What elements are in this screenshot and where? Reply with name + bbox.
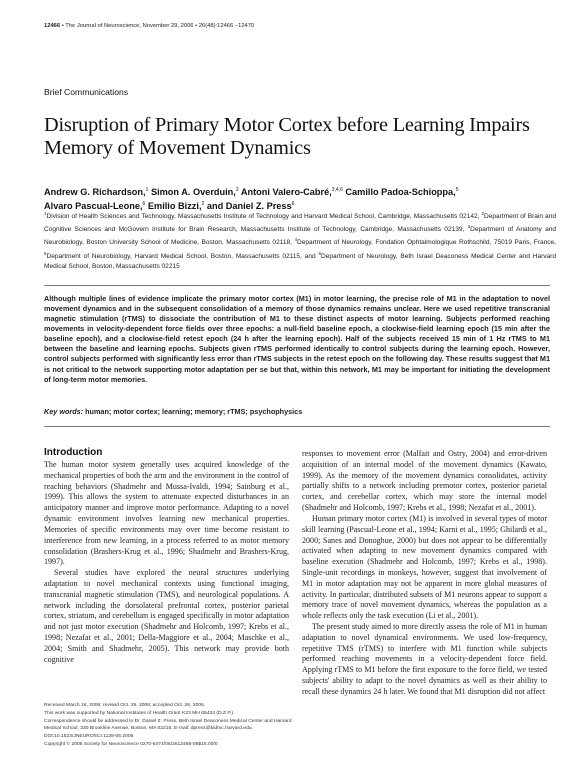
author-affil-mark: 3,4,6 [331,187,343,193]
keywords [44,407,550,416]
footnote-received: Received March 16, 2006; revised Oct. 25, 2006; accepted Oct. 26, 2006. [44,703,206,708]
footnotes [44,702,294,749]
affil-mark: 2 [481,211,484,216]
paragraph: The present study aimed to more directly assess the role of M1 in human adaptation to novel dynamical environments. We used low-frequency, repetitive TMS (rTMS) to interfere with M1 function while subjects performed reaching movements in a velocity-dependent force field. Applying rTMS to M1 before the first exposure to the force field, we tested subjects' ability to adapt to the novel dynamics as well as their ability to recall these dynamics 24 h later. We found that M1 disruption did not affect [302,622,547,696]
author-list [44,184,554,212]
affiliation: Department of Brain and Cognitive Sciences and McGovern Institute for Brain Research, Massachusetts Institute of Technology, Cambridge, Massachusetts 02139, [44,213,556,234]
title-line-2: Memory of Movement Dynamics [44,137,311,159]
article-title [44,114,564,160]
abstract-bottom-rule [44,426,550,427]
affil-mark: 1 [44,211,47,216]
footnote-correspondence: Correspondence should be addressed to Dr. Daniel Z. Press, Beth Israel Deaconess Medical Center and Harvard [44,718,292,724]
author-affil-mark: 6 [291,201,295,208]
running-head-text: • The Journal of Neuroscience, November 29, 2006 • 26(48):12466 –12470 [60,23,255,29]
author: Antoni Valero-Cabré, [240,187,332,198]
author-affil-mark: 5 [455,187,459,193]
author-affil-mark: 6 [142,201,146,208]
introduction-heading: Introduction [44,447,103,458]
author: Simon A. Overduin, [150,187,236,198]
author: and Daniel Z. Press [206,201,292,212]
affiliations [44,209,556,272]
author-affil-mark: 2 [201,201,205,208]
author: Emilio Bizzi, [147,201,202,212]
right-column [302,449,547,698]
author: Andrew G. Richardson, [44,187,146,198]
section-label: Brief Communications [44,87,129,97]
paragraph: responses to movement error (Malfait and Ostry, 2004) and error-driven acquisition of an internal model of the movement dynamics (Kawato, 1999). As the memory of the movement dynamics consolidates, activity partially shifts to a network including premotor cortex, posterior parietal cortex, and cerebellar cortex, which may store the internal model (Shadmehr and Holcomb, 1997; Krebs et al., 1998; Nezafat et al., 2001). [302,449,547,513]
author: Camillo Padoa-Schioppa, [345,187,456,198]
keywords-text: human; motor cortex; learning; memory; rTMS; psychophysics [83,407,303,416]
affiliation: Department of Neurobiology, Harvard Medical School, Boston, Massachusetts 02115, and [46,252,319,260]
author: Alvaro Pascual-Leone, [44,201,143,212]
author-affil-mark: 2 [235,187,239,193]
paragraph: The human motor system generally uses acquired knowledge of the mechanical properties of both the arm and the environment in the control of reaching behaviors (Shadmehr and Mussa-Ivaldi, 1994; Sainburg et al., 1999). This allows the system to attenuate expected disturbances in an anticipatory manner and improve motor performance. Adapting to a novel dynamic environment involves learning new mechanical properties. Memories of specific environments may over time become resistant to interference from new learning, in a process referred to as motor memory consolidation (Brashers-Krug et al., 1996; Shadmehr and Brashers-Krug, 1997). [44,460,289,567]
paragraph: Human primary motor cortex (M1) is involved in several types of motor skill learning (Pascual-Leone et al., 1994; Karni et al., 1995; Ghilardi et al., 2000; Sanes and Donoghue, 2000) but does not appear to be differentially activated when adapting to new movement dynamics compared with baseline execution (Shadmehr and Holcomb, 1997; Krebs et al., 1998). Single-unit recordings in monkeys, however, suggest that involvement of M1 in motor adaptation may not be apparent in more global measures of activity. In particular, distributed subsets of M1 neurons appear to support a memory trace of novel movement dynamics, whereas the population as a whole reflects only the task execution (Li et al., 2001). [302,513,547,621]
affiliation: Department of Anatomy and Neurobiology, Boston University School of Medicine, Boston, Massachusetts 02118, [44,226,556,247]
affil-mark: 4 [294,237,297,243]
page-number: 12466 [44,23,61,29]
author-affil-mark: 1 [145,187,149,193]
paragraph: Several studies have explored the neural structures underlying adaptation to novel mechanical contexts using functional imaging, transcranial magnetic stimulation (TMS), and neurological populations. A network including the dorsolateral prefrontal cortex, posterior parietal cortex, striatum, and cerebellum is engaged specifically in motor adaptation and not just motor execution (Shadmehr and Holcomb, 1997; Krebs et al., 1998; Nezafat et al., 2001; Della-Maggiore et al., 2004; Maschke et al., 2004; Smith and Shadmehr, 2005). This network may provide both cognitive [44,568,289,664]
affil-mark: 5 [44,250,47,256]
footnote-copyright: Copyright © 2006 Society for Neuroscience 0270-6474/06/2612466-05$15.00/0 [44,741,218,747]
left-column [44,447,289,665]
footnote-funding: This work was supported by National Institutes of Health Grant K23 MH 65434 (D.Z.P.). [44,710,235,716]
affiliation: Department of Neurology, Fondation Ophtalmologique Rothschild, 75019 Paris, France, [296,239,556,247]
affiliation: Division of Health Sciences and Technology, Massachusetts Institute of Technology and Harvard Medical School, Cambridge, Massachusetts 02142, [46,213,482,221]
keywords-label: Key words: [44,407,84,416]
affil-mark: 3 [467,224,471,230]
running-header [44,23,254,29]
footnote-doi: DOI:10.1523/JNEUROSCI.1139-06.2006 [44,734,134,740]
title-line-1: Disruption of Primary Motor Cortex before Learning Impairs [44,114,530,136]
footnote-address: Medical School, 330 Brookline Avenue, Boston, MA 02215. E-mail: dpress@bidmc.harvard.edu. [44,726,253,732]
abstract-top-rule [44,285,550,286]
abstract: Although multiple lines of evidence implicate the primary motor cortex (M1) in motor learning, the precise role of M1 in the adaptation to novel movement dynamics and in the subsequent consolidation of a memory of those dynamics remains unclear. Here we used repetitive transcranial magnetic stimulation (rTMS) to dissociate the contribution of M1 to these distinct aspects of motor learning. Subjects performed reaching movements in velocity-dependent force fields over three epochs: a null-field baseline epoch, a clockwise-field learning epoch (15 min after the baseline epoch), and a clockwise-field retest epoch (24 h after the learning epoch). Half of the subjects received 15 min of 1 Hz rTMS to M1 between the baseline and learning epochs. Subjects given rTMS performed identically to control subjects during the learning epoch. However, control subjects performed with significantly less error than rTMS subjects in the retest epoch on the following day. These results suggest that M1 is not critical to the network supporting motor adaptation per se but that, within this network, M1 may be important for initiating the development of long-term motor memories. [44,294,550,384]
affil-mark: 6 [318,250,321,256]
affiliation: Department of Neurology, Beth Israel Deaconess Medical Center and Harvard Medical School, Boston, Massachusetts 02215 [44,252,556,270]
